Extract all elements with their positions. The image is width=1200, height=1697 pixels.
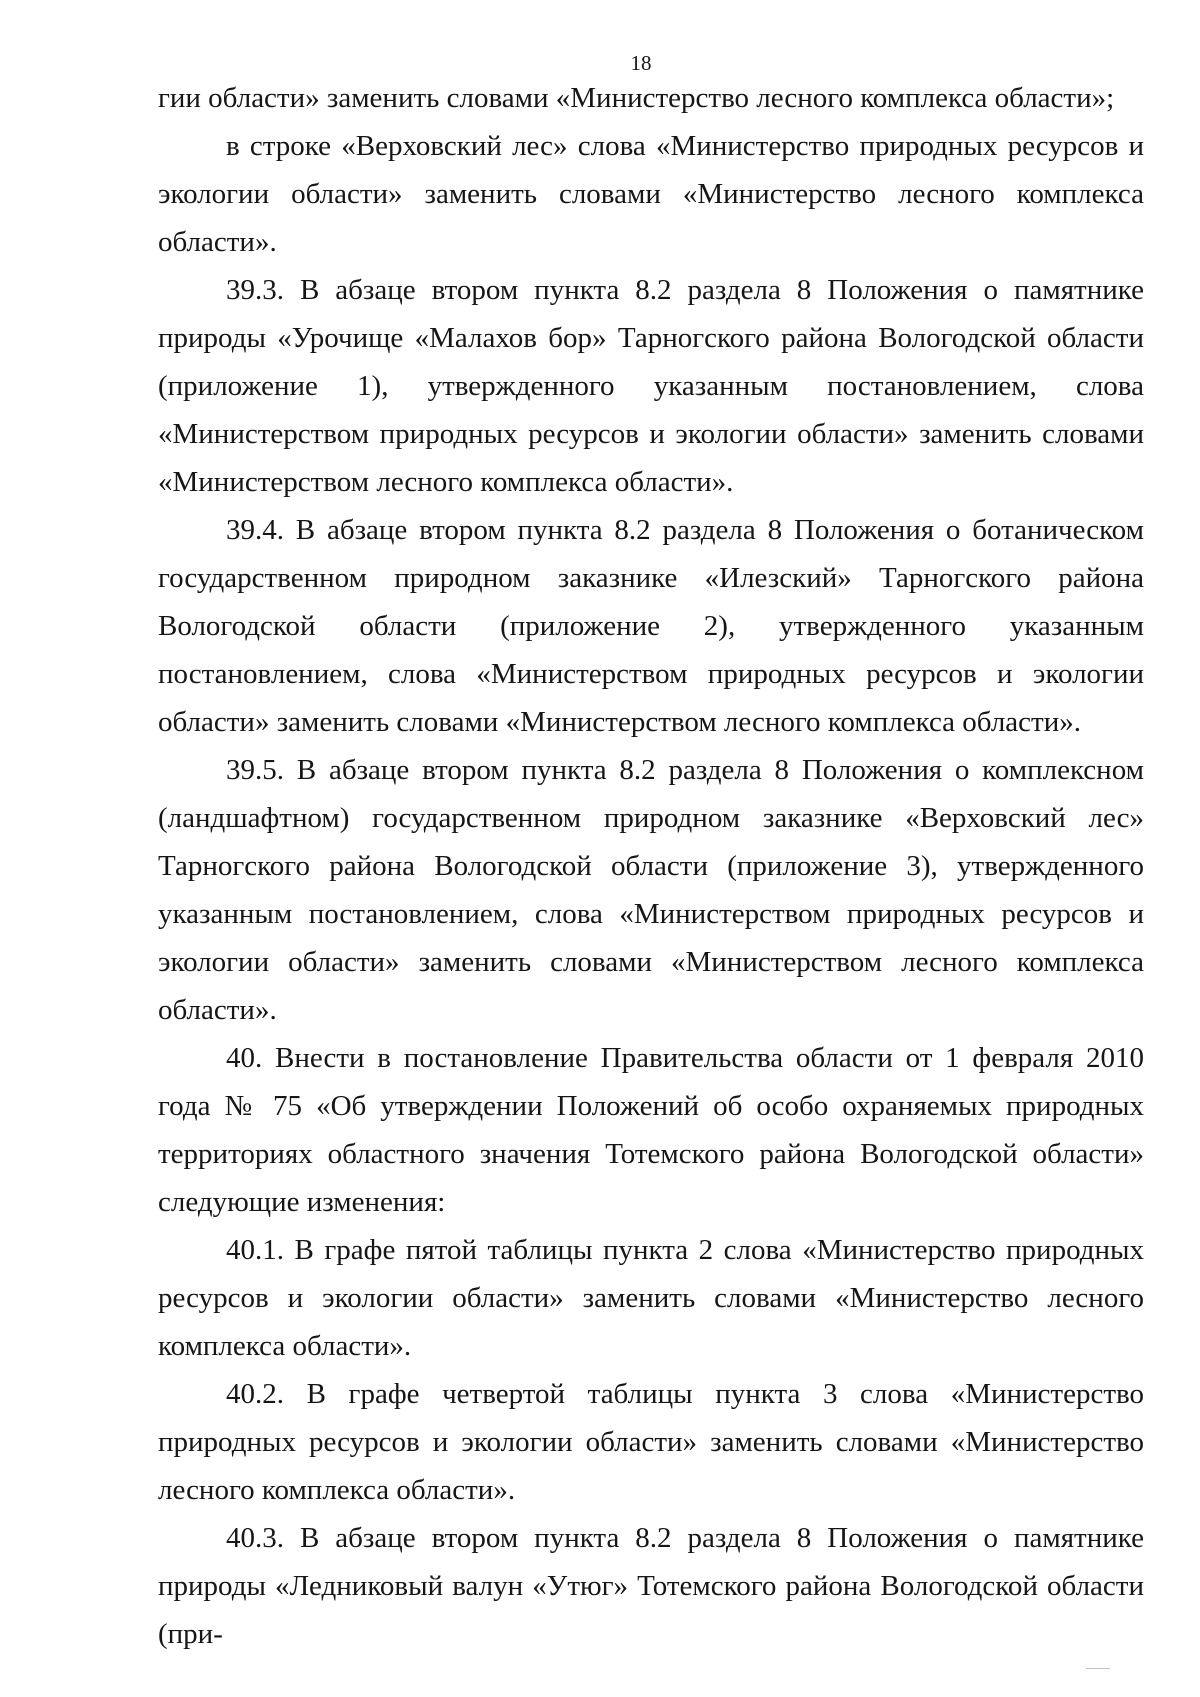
page-number: 18 bbox=[630, 51, 652, 75]
scan-artifact-mark bbox=[1086, 1668, 1110, 1675]
paragraph-39-3: 39.3. В абзаце втором пункта 8.2 раздела 8 Положения о памятнике природы «Урочище «Малахов бор» Тарногского района Вологодской области (приложение 1), утвержденного указанным постановлением, слова «Министерством природных ресурсов и экологии области» заменить словами «Министерством лесного комплекса области». bbox=[158, 274, 1144, 498]
paragraph-verkhovsky-line: в строке «Верховский лес» слова «Министерство природных ресурсов и экологии области» заменить словами «Министерство лесного комплекса области». bbox=[158, 130, 1144, 258]
paragraph-39-5: 39.5. В абзаце втором пункта 8.2 раздела 8 Положения о комплексном (ландшафтном) государственном природном заказнике «Верховский лес» Тарногского района Вологодской области (приложение 3), утвержденного указанным постановлением, слова «Министерством природных ресурсов и экологии области» заменить словами «Министерством лесного комплекса области». bbox=[158, 754, 1144, 1026]
paragraph-40-2: 40.2. В графе четвертой таблицы пункта 3 слова «Министерство природных ресурсов и экологии области» заменить словами «Министерство лесного комплекса области». bbox=[158, 1378, 1144, 1506]
paragraph-40-1: 40.1. В графе пятой таблицы пункта 2 слова «Министерство природных ресурсов и экологии области» заменить словами «Министерство лесного комплекса области». bbox=[158, 1234, 1144, 1362]
paragraph-40: 40. Внести в постановление Правительства области от 1 февраля 2010 года № 75 «Об утверждении Положений об особо охраняемых природных территориях областного значения Тотемского района Вологодской области» следующие изменения: bbox=[158, 1042, 1144, 1218]
paragraph-continuation: гии области» заменить словами «Министерство лесного комплекса области»; bbox=[158, 82, 1115, 114]
paragraph-39-4: 39.4. В абзаце втором пункта 8.2 раздела 8 Положения о ботаническом государственном природном заказнике «Илезский» Тарногского района Вологодской области (приложение 2), утвержденного указанным постановлением, слова «Министерством природных ресурсов и экологии области» заменить словами «Министерством лесного комплекса области». bbox=[158, 514, 1144, 738]
document-body bbox=[158, 74, 1144, 1658]
paragraph-40-3: 40.3. В абзаце втором пункта 8.2 раздела 8 Положения о памятнике природы «Ледниковый валун «Утюг» Тотемского района Вологодской области (при- bbox=[158, 1522, 1144, 1650]
